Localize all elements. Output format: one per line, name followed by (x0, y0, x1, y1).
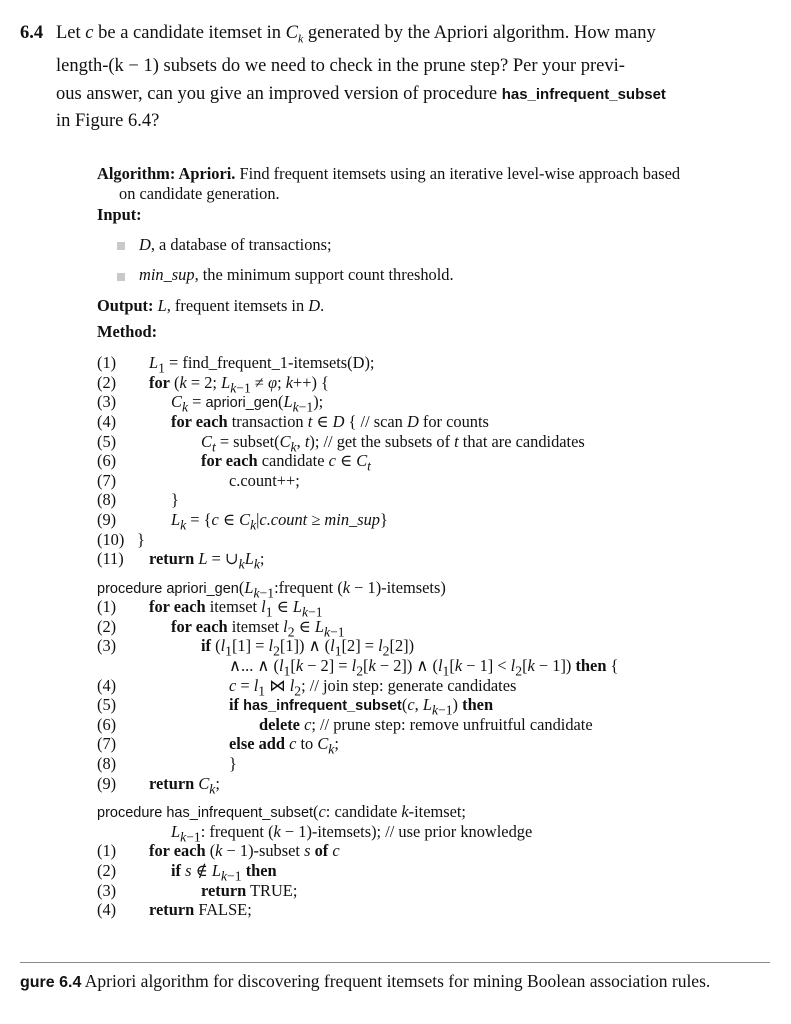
has-infrequent-header: procedure has_infrequent_subset(c: candidate k-itemset; (97, 802, 466, 822)
code-line: (3) if $(l_1[1] = l_2[1])$ ∧ $(l_1[2] = l_2[2])$ (97, 636, 415, 659)
code-line: (8) } (97, 490, 179, 510)
output-line: Output: L, frequent itemsets in D. (97, 295, 325, 315)
caption-text: Apriori algorithm for discovering frequent itemsets for mining Boolean association rules. (84, 971, 711, 991)
input-item-1: D, a database of transactions; (97, 235, 777, 255)
code-line: (11) return $L = \cup_kL_k$; (97, 549, 265, 572)
code-line: (7) c.count++; (97, 470, 300, 490)
code-line: (2) for each itemset $l_2$ ∈ $L_{k-1}$ (97, 616, 345, 640)
question-number: 6.4 (20, 23, 44, 43)
code-line: (4) return FALSE; (97, 900, 252, 920)
code-line: (4) for each transaction t ∈ D { // scan D for counts (97, 411, 489, 431)
code-line: (3) $C_k$ = $apriori\_gen(L_{k-1})$; (97, 392, 324, 415)
code-line: (8) } (97, 754, 237, 774)
code-line: (6) delete c; // prune step: remove unfruitful candidate (97, 714, 593, 734)
caption-label: gure 6.4 (20, 974, 82, 991)
code-line: (1) for each itemset $l_1$ ∈ $L_{k-1}$ (97, 597, 323, 620)
code-line: (7) else add c to $C_k$; (97, 734, 339, 757)
procedure-name: has_infrequent_subset (501, 85, 666, 103)
code-line: (10) } (97, 529, 145, 549)
code-line: (9) return $C_k$; (97, 773, 220, 796)
question-line-4: in Figure 6.4? (56, 111, 160, 132)
code-line: (1) $L_1$ = find_frequent_1-itemsets(D); (97, 353, 375, 376)
code-line: (6) for each candidate c ∈ $C_t$ (97, 451, 371, 474)
figure-caption (20, 971, 710, 992)
algo-header: Algorithm: Apriori. Find frequent itemsets using an iterative level-wise approach based (97, 164, 681, 183)
caption-divider (20, 962, 770, 963)
code-line: (2) if s ∉ $L_{k-1}$ then (97, 861, 277, 884)
apriori-gen-header: procedure $apriori\_gen(L_{k-1}:frequent$ (k − 1)-itemsets) (97, 577, 446, 600)
code-line: (3) return TRUE; (97, 880, 298, 900)
question-line-1: Let c be a candidate itemset in $C_k$ generated by the Apriori algorithm. How many (56, 23, 656, 46)
code-line: (5) $C_t$ = $subset(C_k$, t); // get the subsets of t that are candidates (97, 431, 585, 454)
input-label: Input: (97, 205, 142, 225)
question-line-3: ous answer, can you give an improved version of procedure has_infrequent_subset (56, 83, 666, 104)
has-infrequent-body (97, 841, 777, 919)
code-line: ∧... ∧ $(l_1[k - 2] = l_2[k - 2])$ ∧ $(l_1[k - 1] < l_2[k - 1])$ then { (229, 656, 619, 679)
question-block (20, 20, 770, 136)
code-line: (4) $c = l_1$ ⋈ $l_2$; // join step: generate candidates (97, 675, 517, 698)
algorithm-figure (97, 164, 777, 920)
code-line: (1) for each (k − 1)-subset s of c (97, 841, 340, 861)
input-item-2: min_sup, the minimum support count threshold. (97, 265, 777, 285)
bullet-icon (117, 242, 125, 250)
question-line-2: length-(k − 1) subsets do we need to check in the prune step? Per your previ- (56, 56, 625, 77)
code-line: (5) if has_infrequent_subset(c, $L_{k-1}$) then (97, 695, 494, 718)
method-label: Method: (97, 321, 158, 341)
has-infrequent-header-cont: $L_{k-1}$: frequent (k − 1)-itemsets); // use prior knowledge (171, 821, 533, 845)
code-line: (2) for (k = 2; $L_{k-1} \ne \varphi$; k++) { (97, 372, 329, 396)
bullet-icon (117, 273, 125, 281)
main-procedure (97, 353, 777, 572)
algo-header-cont: on candidate generation. (119, 183, 280, 203)
code-line: (9) $L_k = \{c$ ∈ $C_k|c.count$ ≥ min_sup} (97, 509, 388, 533)
apriori-gen-body (97, 597, 777, 796)
